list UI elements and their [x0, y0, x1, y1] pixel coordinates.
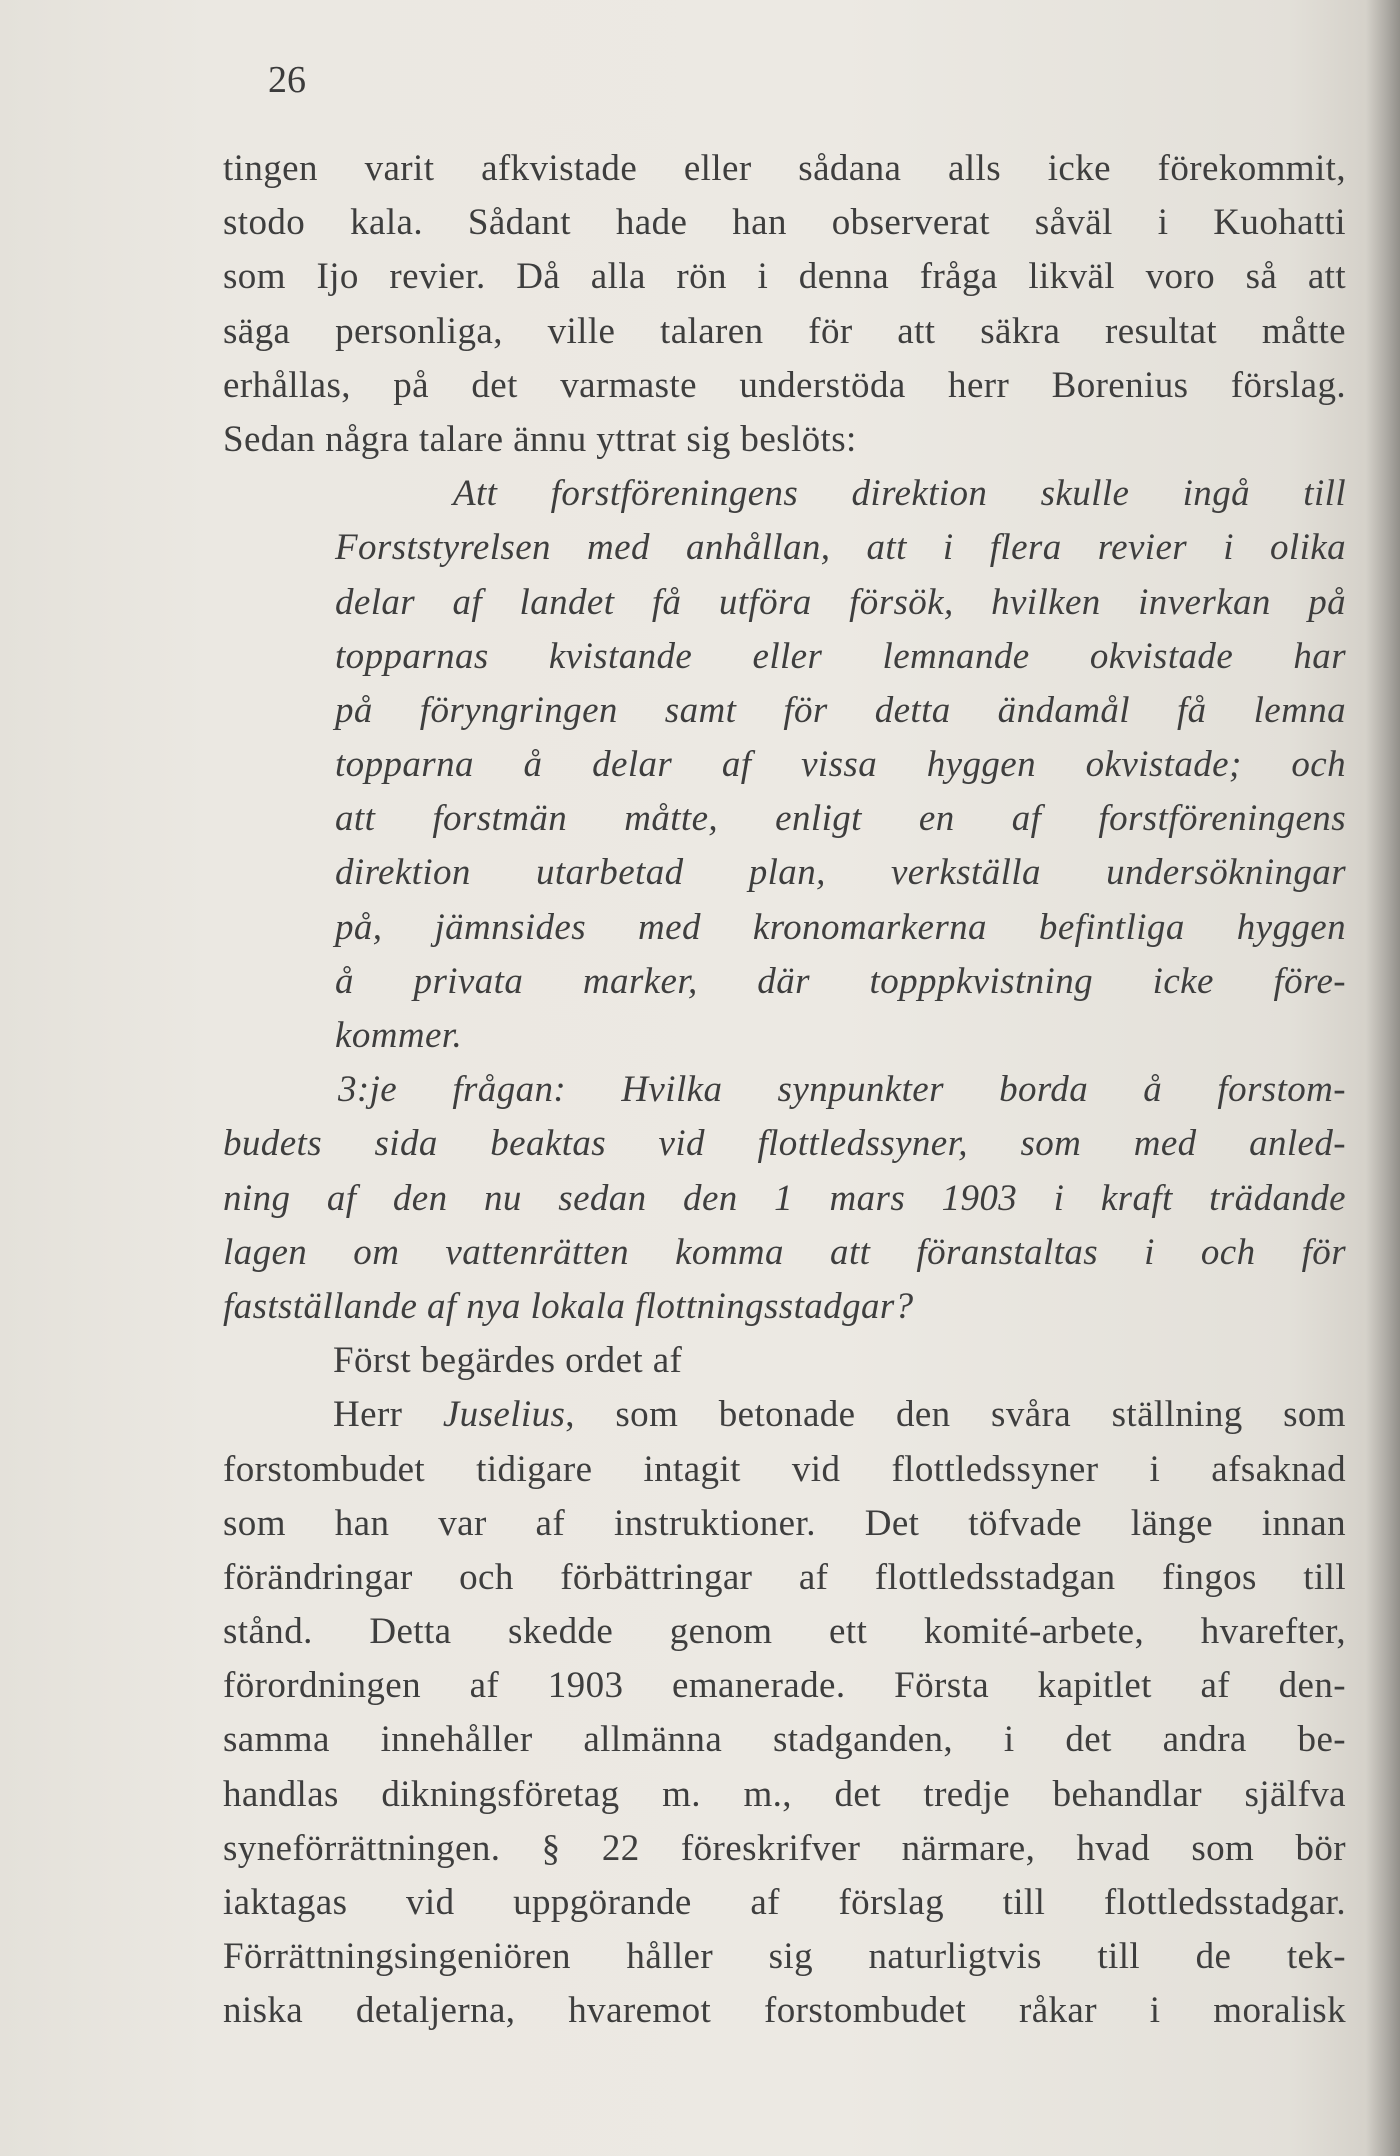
text-line: forstombudet tidigare intagit vid flottledssyner i afsaknad	[223, 1448, 1346, 1490]
text-line: som han var af instruktioner. Det töfvade länge innan	[223, 1502, 1346, 1544]
text-line: lagen om vattenrätten komma att föranstaltas i och för	[223, 1231, 1346, 1273]
text-line: att forstmän måtte, enligt en af forstföreningens	[335, 798, 1346, 840]
text-line: som Ijo revier. Då alla rön i denna fråga likväl voro så att	[223, 256, 1346, 298]
text-line: budets sida beaktas vid flottledssyner, som med anled-	[223, 1123, 1346, 1165]
speaker-name: Juselius	[442, 1394, 566, 1436]
paragraph-2	[223, 413, 1346, 467]
text-line: fastställande af nya lokala flottningsstadgar?	[223, 1285, 914, 1327]
body-text	[223, 142, 1346, 2039]
text-line: förändringar och förbättringar af flottledsstadgan fingos till	[223, 1556, 1346, 1598]
text-line: tingen varit afkvistade eller sådana alls icke förekommit,	[223, 148, 1346, 189]
speaker-line-rest: , som betonade den svåra ställning som	[565, 1394, 1346, 1436]
text-line: på, jämnsides med kronomarkerna befintliga hyggen	[335, 906, 1346, 948]
text-line: iaktagas vid uppgörande af förslag till flottledsstadgar.	[223, 1882, 1346, 1923]
text-line: erhållas, på det varmaste understöda herr Borenius förslag.	[223, 364, 1346, 406]
text-line: Förrättningsingeniören håller sig naturligtvis till de tek-	[223, 1936, 1346, 1978]
text-line: Att forstföreningens direktion skulle ingå till	[453, 473, 1346, 515]
text-line: kommer.	[335, 1015, 463, 1056]
page-edge-shadow	[1366, 0, 1400, 2156]
text-line: säga personliga, ville talaren för att säkra resultat måtte	[223, 310, 1346, 352]
text-line: Först begärdes ordet af	[333, 1340, 683, 1382]
text-line: förordningen af 1903 emanerade. Första kapitlet af den-	[223, 1665, 1346, 1707]
speaker-prefix: Herr	[333, 1394, 443, 1436]
page-number: 26	[268, 59, 306, 101]
text-line: topparna å delar af vissa hyggen okvistade; och	[335, 744, 1346, 786]
resolution-block	[223, 467, 1346, 1063]
paragraph-4	[223, 1388, 1346, 2038]
text-line: Sedan några talare ännu yttrat sig beslöts:	[223, 418, 857, 460]
text-line: delar af landet få utföra försök, hvilken inverkan på	[335, 581, 1346, 623]
text-line: ning af den nu sedan den 1 mars 1903 i kraft trädande	[223, 1177, 1346, 1219]
text-line: på föryngringen samt för detta ändamål få lemna	[335, 689, 1346, 731]
text-line: handlas dikningsföretag m. m., det tredje behandlar själfva	[223, 1773, 1346, 1815]
text-line: stodo kala. Sådant hade han observerat såväl i Kuohatti	[223, 202, 1346, 244]
text-line: syneförrättningen. § 22 föreskrifver närmare, hvad som bör	[223, 1827, 1346, 1869]
text-line: å privata marker, där topppkvistning icke före-	[335, 960, 1346, 1002]
question-3	[223, 1063, 1346, 1334]
text-line: stånd. Detta skedde genom ett komité-arbete, hvarefter,	[223, 1611, 1346, 1653]
text-line: Forststyrelsen med anhållan, att i flera revier i olika	[335, 527, 1346, 569]
text-line	[223, 1388, 1346, 1442]
paragraph-1	[223, 142, 1346, 413]
text-line: niska detaljerna, hvaremot forstombudet råkar i moralisk	[223, 1990, 1346, 2032]
text-line: topparnas kvistande eller lemnande okvistade har	[335, 635, 1346, 677]
text-line: 3:je frågan: Hvilka synpunkter borda å forstom-	[338, 1069, 1346, 1111]
text-line: direktion utarbetad plan, verkställa undersökningar	[335, 852, 1346, 894]
paragraph-3	[223, 1334, 1346, 1388]
text-line: samma innehåller allmänna stadganden, i det andra be-	[223, 1719, 1346, 1761]
